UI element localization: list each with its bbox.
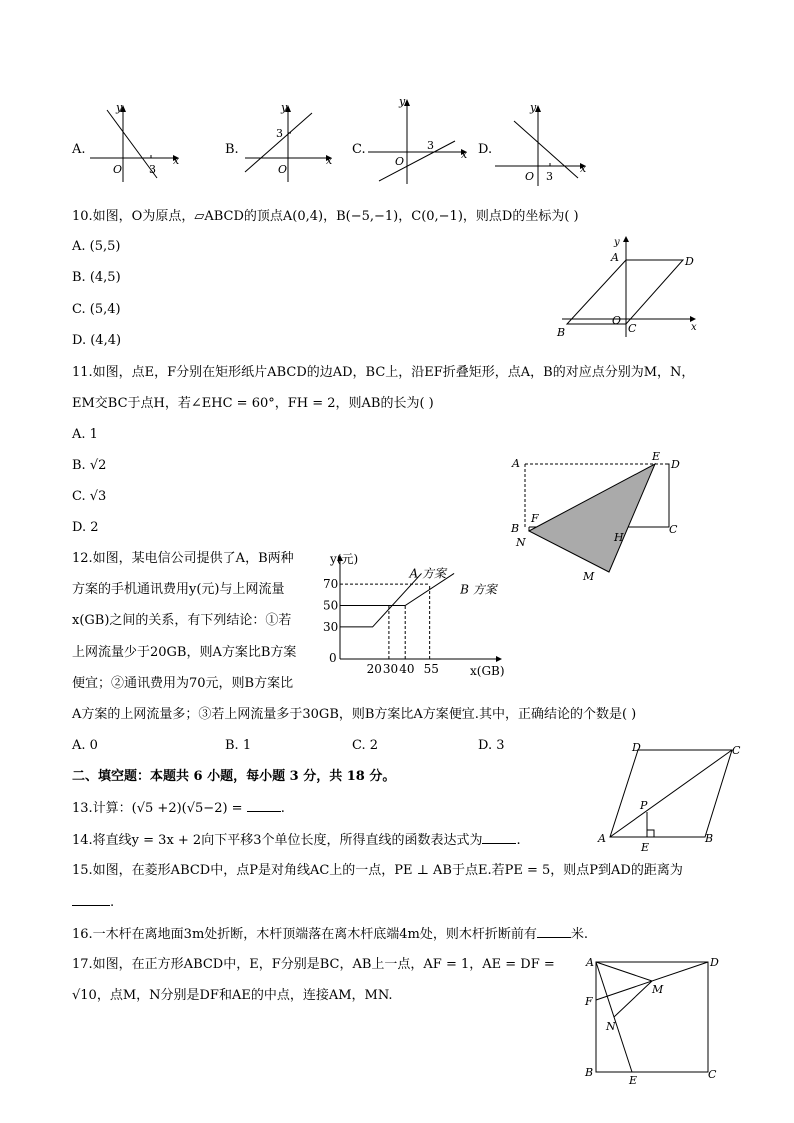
svg-text:E: E xyxy=(652,450,661,463)
origin-label: 0 xyxy=(329,651,337,665)
svg-text:D: D xyxy=(671,458,680,471)
q14: 14.将直线y = 3x + 2向下平移3个单位长度，所得直线的函数表达式为 . xyxy=(72,833,521,848)
axis-label: y xyxy=(399,95,406,108)
q11-figure xyxy=(505,448,695,586)
y-tick-label: 50 xyxy=(323,598,339,613)
svg-text:C: C xyxy=(708,1068,717,1081)
axis-label: y xyxy=(281,101,288,114)
q15-answer-blank[interactable] xyxy=(72,894,110,906)
svg-text:A: A xyxy=(598,832,606,845)
svg-text:B: B xyxy=(585,1066,594,1079)
q9-graph-b xyxy=(240,100,340,185)
q11-stem-1: 11.如图，点E，F分别在矩形纸片ABCD的边AD，BC上，沿EF折叠矩形，点A，B的对应点分别为M，N， xyxy=(72,365,695,380)
q10-option-b[interactable]: B. (4,5) xyxy=(72,270,121,285)
axis-label: x xyxy=(461,148,468,161)
q14-answer-blank[interactable] xyxy=(482,832,516,844)
q11-option-d[interactable]: D. 2 xyxy=(72,520,99,535)
series-label: B 方案 xyxy=(460,582,497,597)
svg-text:C: C xyxy=(669,523,678,536)
svg-text:E: E xyxy=(629,1074,638,1087)
svg-text:E: E xyxy=(641,841,650,854)
section-heading: 二、填空题：本题共 6 小题，每小题 3 分，共 18 分。 xyxy=(72,769,396,784)
tick-label: 3 xyxy=(546,170,553,183)
svg-text:B: B xyxy=(511,522,520,535)
svg-text:C: C xyxy=(628,322,637,335)
q10-option-c[interactable]: C. (5,4) xyxy=(72,302,121,317)
q12-line-2: 方案的手机通讯费用y(元)与上网流量 xyxy=(72,582,285,597)
q12-chart xyxy=(318,553,518,678)
q15-figure xyxy=(595,740,745,855)
svg-text:F: F xyxy=(585,995,593,1008)
svg-text:M: M xyxy=(652,983,664,996)
svg-text:F: F xyxy=(531,512,539,525)
q12-line-5: 便宜；②通讯费用为70元，则B方案比 xyxy=(72,676,294,691)
x-tick-label: 30 xyxy=(382,662,399,676)
svg-text:D: D xyxy=(685,255,694,268)
q9-graph-c xyxy=(365,92,475,187)
q15-line2: . xyxy=(72,894,114,911)
svg-text:H: H xyxy=(614,531,624,544)
y-tick-label: 30 xyxy=(323,619,339,634)
q10-figure xyxy=(552,232,702,340)
q16: 16.一木杆在离地面3m处折断，木杆顶端落在离木杆底端4m处，则木杆折断前有 米. xyxy=(72,927,589,942)
axis-label: x xyxy=(326,154,333,167)
svg-text:x: x xyxy=(691,322,697,333)
y-tick-label: 70 xyxy=(323,577,339,592)
q9-graph-d xyxy=(492,98,592,188)
svg-text:A: A xyxy=(586,956,594,969)
series-label: A 方案 xyxy=(409,566,446,581)
svg-text:y: y xyxy=(614,237,620,248)
x-axis-label: x(GB) xyxy=(470,664,505,678)
q17-line-1: 17.如图，在正方形ABCD中，E，F分别是BC，AB上一点，AF = 1，AE = DF = xyxy=(72,957,555,972)
q13-answer-blank[interactable] xyxy=(247,800,281,812)
x-axis-arrow xyxy=(496,656,502,662)
q12-option-b[interactable]: B. 1 xyxy=(225,738,252,753)
axis-label: x xyxy=(173,154,180,167)
series-line xyxy=(340,573,422,627)
x-tick-label: 20 xyxy=(366,662,382,676)
axis-label: x xyxy=(580,162,587,175)
q9-option-b[interactable]: B. xyxy=(225,142,239,157)
q10-stem: 10.如图，O为原点，▱ABCD的顶点A(0,4)，B(−5,−1)，C(0,−1)，则点D的坐标为( ) xyxy=(72,209,579,224)
y-axis-label: y(元) xyxy=(330,553,359,566)
q12-line-3: x(GB)之间的关系，有下列结论：①若 xyxy=(72,613,292,628)
q11-option-c[interactable]: C. √3 xyxy=(72,489,107,504)
svg-text:P: P xyxy=(640,799,648,812)
q12-line-4: 上网流量少于20GB，则A方案比B方案 xyxy=(72,645,297,660)
svg-text:M: M xyxy=(583,570,595,583)
svg-text:B: B xyxy=(557,326,566,339)
q9-option-d[interactable]: D. xyxy=(478,142,493,157)
origin-label: O xyxy=(395,155,405,168)
svg-text:C: C xyxy=(732,744,741,757)
axis-label: y xyxy=(116,101,123,114)
origin-label: O xyxy=(525,170,535,183)
origin-label: O xyxy=(278,163,288,176)
q10-option-a[interactable]: A. (5,5) xyxy=(72,239,121,254)
tick-label: 3 xyxy=(149,163,156,176)
q9-option-a[interactable]: A. xyxy=(72,142,86,157)
svg-text:N: N xyxy=(516,536,526,549)
origin-label: O xyxy=(113,163,123,176)
q12-option-a[interactable]: A. 0 xyxy=(72,738,98,753)
svg-text:A: A xyxy=(611,251,619,264)
svg-text:B: B xyxy=(705,832,714,845)
q17-figure xyxy=(580,950,730,1088)
axis-label: y xyxy=(530,101,537,114)
q9-option-c[interactable]: C. xyxy=(352,142,366,157)
q15: 15.如图，在菱形ABCD中，点P是对角线AC上的一点，PE ⊥ AB于点E.若PE = 5，则点P到AD的距离为 xyxy=(72,863,683,878)
q12-option-c[interactable]: C. 2 xyxy=(352,738,379,753)
q13: 13.计算：(√5 +2)(√5−2) = . xyxy=(72,801,285,816)
x-tick-label: 55 xyxy=(423,662,439,676)
tick-label: 3 xyxy=(276,127,283,140)
q16-answer-blank[interactable] xyxy=(537,926,571,938)
svg-text:A: A xyxy=(512,457,520,470)
x-tick-label: 40 xyxy=(399,662,415,676)
q12-last-line: A方案的上网流量多；③若上网流量多于30GB，则B方案比A方案便宜.其中，正确结论的个数是( ) xyxy=(72,707,637,722)
q12-line-1: 12.如图，某电信公司提供了A，B两种 xyxy=(72,551,294,566)
q11-option-b[interactable]: B. √2 xyxy=(72,458,107,473)
q11-option-a[interactable]: A. 1 xyxy=(72,427,98,442)
q9-graph-a xyxy=(85,100,185,185)
q11-stem-2: EM交BC于点H，若∠EHC = 60°，FH = 2，则AB的长为( ) xyxy=(72,396,434,411)
tick-label: 3 xyxy=(427,139,434,152)
q10-option-d[interactable]: D. (4,4) xyxy=(72,333,122,348)
q17-line-2: √10，点M，N分别是DF和AE的中点，连接AM，MN. xyxy=(72,988,393,1003)
svg-text:D: D xyxy=(710,956,719,969)
svg-text:D: D xyxy=(632,741,641,754)
svg-text:O: O xyxy=(612,314,622,327)
q12-option-d[interactable]: D. 3 xyxy=(478,738,505,753)
svg-text:N: N xyxy=(606,1020,616,1033)
